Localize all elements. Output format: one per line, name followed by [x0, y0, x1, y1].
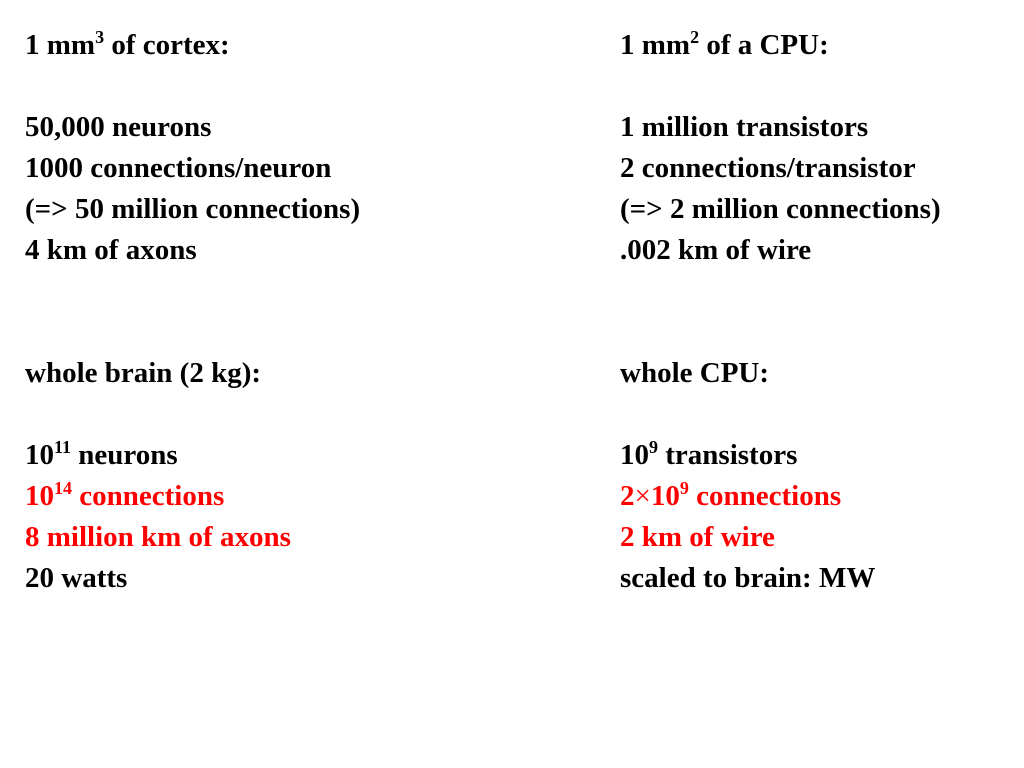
- brain-neurons: $10^{11}$ neurons: [25, 437, 178, 471]
- brain-power: 20 watts: [25, 562, 128, 594]
- brain-axon-length: 8 million km of axons: [25, 521, 291, 553]
- brain-connections: $10^{14}$ connections: [25, 478, 225, 512]
- cortex-total-connections: (=> 50 million connections): [25, 193, 361, 225]
- cpu-connections: $2\times 10^9$ connections: [620, 478, 842, 512]
- cortex-connections-per-neuron: 1000 connections/neuron: [25, 152, 332, 184]
- whole-cpu-heading: whole CPU:: [620, 357, 770, 389]
- cortex-neurons: 50,000 neurons: [25, 111, 212, 143]
- cpu-area-heading: 1 $mm^2$ of a CPU:: [620, 27, 829, 61]
- cpu-power: scaled to brain: MW: [620, 562, 876, 594]
- cpu-connections-per-transistor: 2 connections/transistor: [620, 152, 916, 184]
- whole-brain-heading: whole brain (2 kg):: [25, 357, 262, 389]
- cpu-area-total-connections: (=> 2 million connections): [620, 193, 941, 225]
- cpu-area-transistors: 1 million transistors: [620, 111, 869, 143]
- cpu-transistors: $10^9$ transistors: [620, 437, 798, 471]
- cortex-heading: 1 $mm^3$ of cortex:: [25, 27, 230, 61]
- cpu-wire-length: 2 km of wire: [620, 521, 775, 553]
- cpu-area-wire-length: .002 km of wire: [620, 234, 812, 266]
- cortex-axon-length: 4 km of axons: [25, 234, 197, 266]
